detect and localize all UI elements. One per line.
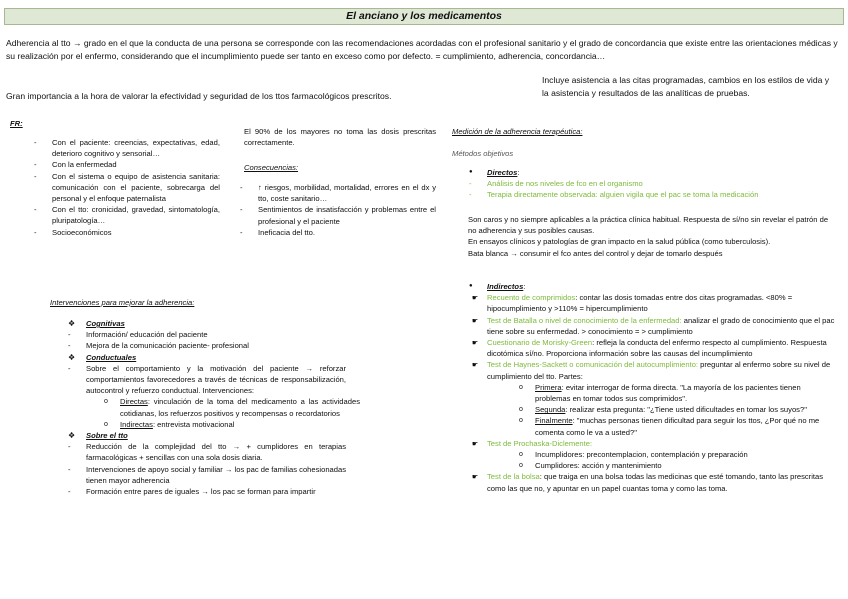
morisky-label: Cuestionario de Morisky-Green [487,338,593,348]
morisky-item [469,337,837,359]
prochaska-entry: o Incumplidores: precontemplacion, contemplación y preparación [519,449,837,460]
recuento-text: : contar las dosis tomadas entre dos citas programadas. <80% = hipocumplimiento y >110% = hipercumplimiento [487,293,793,314]
intro-includes: Incluye asistencia a las citas programadas, cambios en los estilos de vida y la asistencia y resultados de las analíticas de pruebas. [542,75,830,98]
directo-item: - Terapia directamente observada: alguien vigila que el pac se toma la medicación [465,189,839,200]
cognitive-item: - Información/ educación del paciente [64,329,440,340]
haynes-text: preguntar al enfermo sobre su nivel de cumplimiento del tto. Partes: [487,360,831,381]
part-text: : evitar interrogar de forma directa. "La mayoría de los pacientes tienen problemas en tomar todos sus comprimidos". [535,382,801,404]
hand-pointer-icon: ☛ [471,440,479,448]
cognitive-heading: Cognitivas [86,319,125,328]
diamond-bullet-icon: ❖ [68,431,76,441]
hand-pointer-icon: ☛ [471,340,479,348]
conductual-heading-row [60,352,440,363]
hand-pointer-icon: ☛ [471,295,479,303]
directos-heading-row: ● Directos: [469,168,520,177]
metodos-objetivos: Métodos objetivos [452,149,514,158]
consequence-item: - Ineficacia del tto. [236,227,436,238]
interventions-body [60,318,440,497]
tto-heading: Sobre el tto [86,431,128,441]
intro-importance: Gran importancia a la hora de valorar la efectividad y seguridad de los ttos farmacológicos prescritos. [6,91,392,101]
prochaska-label: Test de Prochaska-Diclemente: [487,438,593,448]
indirectos-section [469,281,837,494]
note-clinical: En ensayos clínicos y patologías de gran impacto en la salud pública (como tuberculosis). [468,237,771,247]
indirectos-heading-row: ● Indirectos: [469,282,526,291]
direct-text: : vinculación de la toma del medicamento a las actividades cotidianas, los refuerzos positivos y recompensas o recordatorios [120,397,360,418]
directos-list [465,178,839,200]
directos-label: Directos [487,168,518,177]
cognitive-heading-row [60,318,440,329]
consequences-heading: Consecuencias: [244,163,299,172]
batalla-label: Test de Batalla o nivel de conocimiento de la enfermedad: [487,315,682,325]
note-bata-blanca: Bata blanca → consumir el fco antes del control y dejar de tomarlo después [468,248,723,258]
conductual-direct [104,396,360,418]
conductual-heading: Conductuales [86,352,137,362]
bolsa-item [469,471,837,493]
prochaska-list [519,449,837,471]
fr-item: - Con el paciente: creencias, expectativas, edad, deterioro cognitivo y sensorial… [30,137,220,159]
tto-heading-row [60,430,440,441]
page-title: El anciano y los medicamentos [4,8,844,25]
diamond-bullet-icon: ❖ [68,352,76,362]
directos-notes [468,214,838,259]
dot-bullet-icon: ● [469,283,473,289]
haynes-part [519,404,837,415]
directo-item: - Análisis de nos niveles de fco en el organismo [465,178,839,189]
note-cost: Son caros y no siempre aplicables a la práctica clínica habitual. Respuesta de sí/no sin revelar el patrón de no adherencia y sus posibles causas. [468,215,829,236]
indirectos-label: Indirectos [487,282,524,291]
consequence-item: - Sentimientos de insatisfacción y problemas entre el profesional y el paciente [236,204,436,226]
indirect-text: : entrevista motivacional [152,419,235,429]
part-label: Primera [535,382,562,392]
interventions-heading: Intervenciones para mejorar la adherencia: [50,298,195,307]
fr-list [30,137,220,238]
diamond-bullet-icon: ❖ [68,319,76,328]
batalla-text: analizar el grado de conocimiento que el pac tiene sobre su enfermedad. > conocimiento = > cumplimiento [487,315,835,336]
part-label: Finalmente [535,416,573,426]
recuento-item [469,292,837,314]
bolsa-label: Test de la bolsa [487,472,540,482]
haynes-part [519,415,837,437]
intro-definition: Adherencia al tto → grado en el que la conducta de una persona se corresponde con las recomendaciones acordadas con el profesional sanitario y el grado de concordancia que existe entre las orientaciones médicas y su realización por el enfermo, considerando que el incumplimiento puede ser tanto en exceso como por defecto. = cumplimiento, adherencia, concordancia… [6,38,838,61]
fr-item: - Socioeconómicos [30,227,220,238]
fr-item: - Con el tto: cronicidad, gravedad, sintomatología, pluripatología… [30,204,220,226]
tto-item: - Reducción de la complejidad del tto → + cumplidores en terapias farmacológicas + sencillas con una sola dosis diaria. [64,441,346,463]
dot-bullet-icon: ● [469,169,473,175]
haynes-label: Test de Haynes-Sackett o comunicación del autocumplimiento: [487,360,699,370]
haynes-parts [519,382,837,438]
hand-pointer-icon: ☛ [471,317,479,325]
haynes-item [469,359,837,381]
cognitive-item: - Mejora de la comunicación paciente- profesional [64,340,440,351]
haynes-part [519,382,837,404]
part-text: : realizar esta pregunta: "¿Tiene usted dificultades en tomar los suyos?" [565,405,807,415]
indirect-label: Indirectas [120,419,153,429]
tto-item: - Formación entre pares de iguales → los pac se forman para impartir [64,486,346,497]
conductual-list [64,363,346,397]
fr-item: - Con el sistema o equipo de asistencia sanitaria: comunicación con el paciente, sobrecarga del personal y el enfoque paternalista [30,171,220,205]
consequence-item: - ↑ riesgos, morbilidad, mortalidad, errores en el dx y tto, coste sanitario… [236,182,436,204]
consequences-list [236,182,436,238]
stat-text: El 90% de los mayores no toma las dosis prescritas correctamente. [244,127,436,148]
hand-pointer-icon: ☛ [471,362,479,370]
part-label: Segunda [535,405,566,415]
recuento-label: Recuento de comprimidos [487,293,576,303]
prochaska-item [469,438,837,449]
part-text: : "muchas personas tienen dificultad para seguir los ttos, ¿Por qué no me comenta como le va a usted?" [535,416,820,437]
hand-pointer-icon: ☛ [471,474,479,482]
fr-heading: FR: [10,119,23,128]
fr-item: - Con la enfermedad [30,159,220,170]
conductual-sublist [104,396,360,430]
medicion-heading: Medición de la adherencia terapéutica: [452,127,583,136]
cognitive-list [64,329,440,351]
direct-label: Directas [120,397,148,407]
conductual-item: - Sobre el comportamiento y la motivación del paciente → reforzar comportamientos favorecedores a través de técnicas de responsabilización, autocontrol y refuerzo conductual. Intervenciones: [64,363,346,397]
tto-item: - Intervenciones de apoyo social y familiar → los pac de familias cohesionadas tienen mayor adherencia [64,464,346,486]
conductual-indirect [104,419,360,430]
bolsa-text: : que traiga en una bolsa todas las medicinas que esté tomando, tanto las prescritas como las que no, y apuntar en un papel cuantas toma y como las toma. [487,472,824,493]
directos-section [469,167,839,201]
morisky-text: : refleja la conducta del enfermo respecto al cumplimiento. Respuesta dicotómica sí/no. Proporciona información sobre las causas del incumplimiento [487,338,827,359]
prochaska-entry: o Cumplidores: acción y mantenimiento [519,460,837,471]
batalla-item [469,315,837,337]
tto-list [64,441,346,497]
